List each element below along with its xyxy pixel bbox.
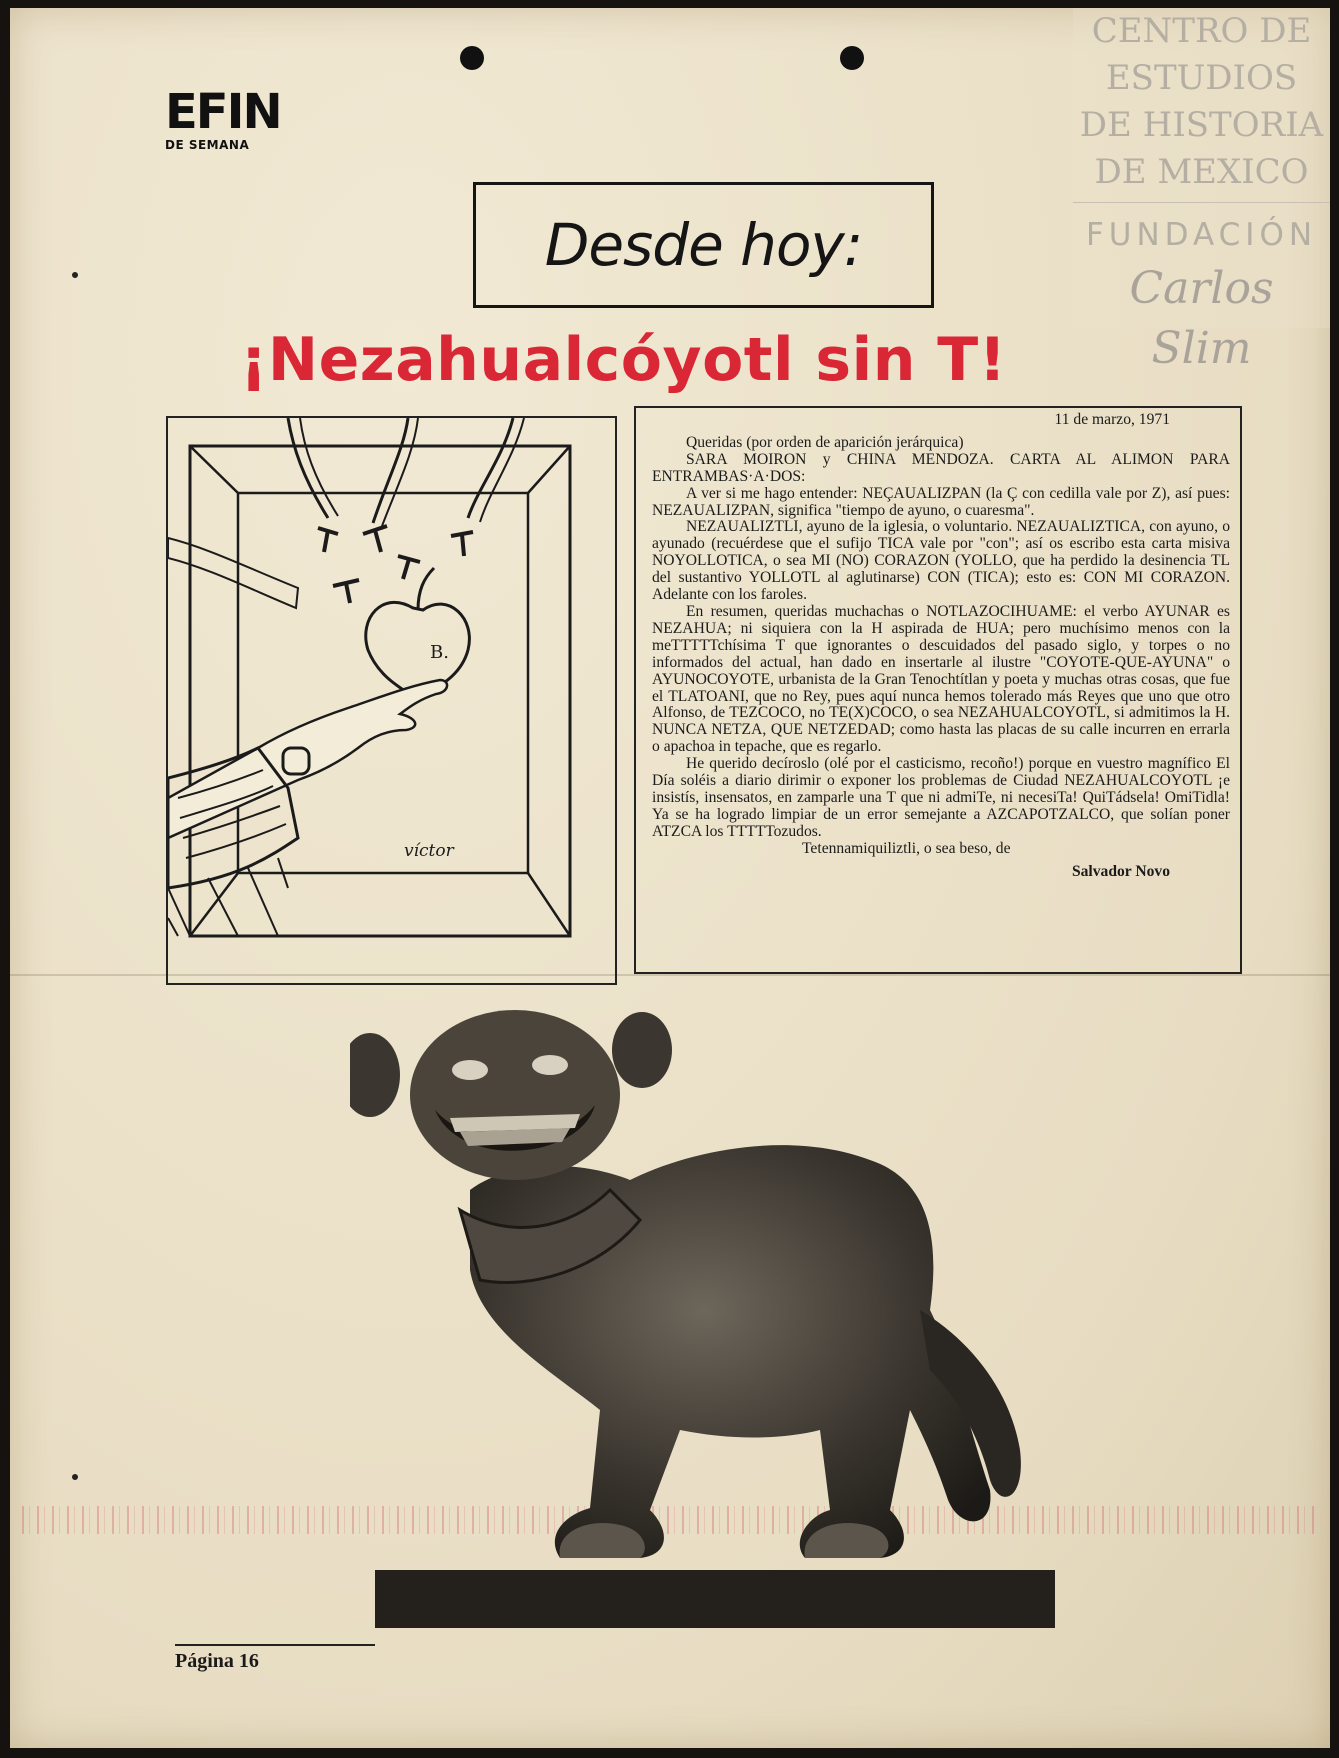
publication-logo [165,86,280,152]
falling-t-letter [398,556,420,579]
falling-t-letter [451,532,473,556]
frame-corner [528,446,570,493]
ribbon-stroke [382,418,418,526]
coyote-sculpture-photo [350,1010,1070,1638]
letter-paragraph: NEZAUALIZTLI, ayuno de la iglesia, o voluntario. NEZAUALIZTICA, con ayuno, o ayunado (recuérdese que el sufijo TICA vale por "con"; así os escribo esta carta misiva NOYOLLOTICA, o sea MI (NO) CORAZON (YOLLO, que ha perdido la desinencia TL del sustantivo YOLLOTL al aglutinarse) CON (TICA); esto es: CON MI CORAZON. Adelante con los faroles. [652,518,1230,604]
sculpture-body [470,1145,990,1558]
stamp-foundation: FUNDACIÓN [1085,217,1318,253]
letter-date: 11 de marzo, 1971 [1054,411,1170,428]
margin-mark [72,1474,78,1480]
falling-t-letter [333,580,359,603]
letter-greeting: Queridas (por orden de aparición jerárquica) [686,433,964,451]
letter-closing: Tetennamiquiliztli, o sea beso, de [802,839,1011,857]
frame-corner [528,873,570,936]
logo-mark: EFIN [165,84,281,140]
ribbon-stroke [468,418,513,518]
ribbon-stroke [288,418,328,518]
apple-letter: B. [430,642,449,663]
frame-hatching [168,858,288,936]
sculpture-ear-right [612,1012,672,1088]
apple-stem [418,568,434,610]
ribbon-stroke [480,418,524,522]
stamp-line: CENTRO DE [1091,11,1312,51]
kicker-box [473,182,934,308]
sculpture-ear-left [350,1033,400,1117]
cartoon-illustration [166,416,617,985]
newspaper-page [10,8,1330,1748]
sculpture-base [375,1570,1055,1628]
stamp-signature: Carlos Slim [1129,263,1274,374]
sculpture-svg [350,1010,1070,1638]
letter-paragraph: SARA MOIRON y CHINA MENDOZA. CARTA AL ALIMON PARA ENTRAMBAS·A·DOS: [652,450,1230,485]
stamp-line: ESTUDIOS [1105,58,1298,98]
letter-paragraph: En resumen, queridas muchachas o NOTLAZOCIHUAME: el verbo AYUNAR es NEZAHUA; ni siquiera con la H aspirada de HUA; pero muchísimo menos con la meTTTTTchísima T que ignorantes o descuidados del pasado siglo, y torpes o no informados del actual, han dado en insertarle al ilustre "COYOTE-QUE-AYUNA" o AYUNOCOYOTE, urbanista de la Gran Tenochtítlan y poeta y muchas otras cosas, que fue el TLATOANI, que no Rey, pues aquí nunca hemos tolerado más Reyes que uno que otro Alfonso, de TEZCOCO, no TE(X)COCO, o sea NEZAHUALCOYOTL, si admitimos la H. NUNCA NETZA, QUE NETZEDAD; como hasta las placas de su calle incurren en errarla o apachoa in tepache, que es regarlo. [652,602,1230,756]
stamp-line: DE HISTORIA [1079,105,1324,145]
letter-signature: Salvador Novo [1071,862,1170,880]
cartoon-svg [168,418,615,983]
artist-signature: víctor [404,841,454,861]
logo-subtitle: DE SEMANA [165,138,250,152]
headline: ¡Nezahualcóyotl sin T! [240,325,1007,395]
punch-hole-left [460,46,484,70]
stamp-line: DE MEXICO [1094,152,1309,192]
sculpture-eye [452,1060,488,1080]
stamp-divider [1073,202,1330,203]
side-ribbon [168,538,298,608]
ribbon-stroke [373,418,408,523]
sculpture-eye [532,1055,568,1075]
window-inner-frame [238,493,528,873]
archive-watermark-stamp [1073,8,1330,374]
falling-t-letter [318,528,338,552]
letter-paragraph: A ver si me hago entender: NEÇAUALIZPAN (la Ç con cedilla vale por Z), así pues: NEZAUALIZPAN, significa "tiempo de ayuno, o cuaresma". [652,484,1230,519]
margin-mark [72,272,78,278]
frame-corner [190,446,238,493]
letter-column [634,406,1242,974]
page-number: Página 16 [175,1644,375,1673]
window-outer-frame [190,446,570,936]
kicker-text: Desde hoy: [544,211,863,279]
letter-paragraph: He querido decíroslo (olé por el casticismo, recoño!) porque en vuestro magnífico El Día soléis a diario dirimir o exponer los problemas de Ciudad NEZAHUALCOYOTL ¡e insistís, insensatos, en zamparle una T que ni admiTe, ni necesiTa! QuiTádsela! OmiTidla! Ya se ha logrado limpiar de un error semejante a AZCAPOTZALCO, que solían poner ATZCA los TTTTTozudos. [652,755,1230,840]
sculpture-head [410,1010,620,1180]
punch-hole-right [840,46,864,70]
falling-t-letter [363,526,387,552]
